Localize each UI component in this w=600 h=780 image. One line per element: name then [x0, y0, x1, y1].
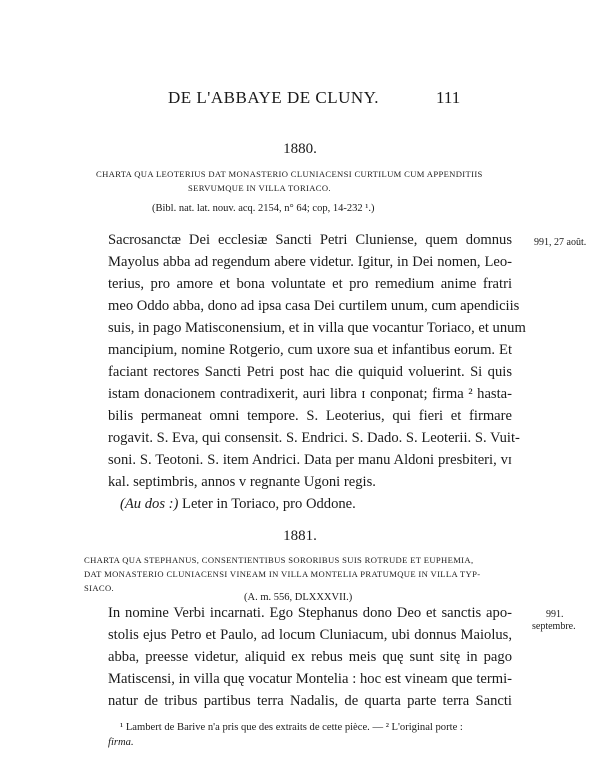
charter-text-line: bilis permaneat omni tempore. S. Leoterius, qui fieri et firmare — [108, 408, 512, 424]
charter-text-line: terius, pro amore et bona voluntate et pro remedium anime fratri — [108, 276, 512, 292]
charter-source: (Bibl. nat. lat. nouv. acq. 2154, n° 64; cop, 14-232 ¹.) — [152, 203, 375, 214]
dorse-line — [120, 493, 512, 515]
charter-text-line: Matiscensi, in villa quę vocatur Montelia : hoc est vineam que termi- — [108, 671, 512, 687]
margin-date-note: 991. — [546, 609, 564, 620]
charter-text-line: stolis ejus Petro et Paulo, ad locum Cluniacum, ubi donnus Maiolus, — [108, 627, 512, 643]
charter-title-line: SIACO. — [84, 583, 115, 593]
charter-text-line: istam donacionem contradixerit, auri libra ɪ conponat; firma ² hasta- — [108, 386, 512, 402]
charter-text-line: rogavit. S. Eva, qui consensit. S. Endrici. S. Dado. S. Leoterii. S. Vuit- — [108, 430, 520, 446]
charter-text-line: faciant rectores Sancti Petri post hac die quiquid voluerint. Si quis — [108, 364, 512, 380]
charter-text-line: abba, preesse videtur, aliquid ex rebus meis quę sunt sitę in pago — [108, 649, 512, 665]
charter-text-line: meo Oddo abba, dono ad ipsa casa Dei curtilem unum, cum apendiciis — [108, 298, 520, 314]
charter-title-line: CHARTA QUA LEOTERIUS DAT MONASTERIO CLUNIACENSI CURTILUM CUM APPENDITIIS — [96, 169, 483, 179]
charter-title-line: CHARTA QUA STEPHANUS, CONSENTIENTIBUS SORORIBUS SUIS ROTRUDE ET EUPHEMIA, — [84, 555, 474, 565]
charter-number: 1881. — [283, 528, 317, 544]
charter-title-line: SERVUMQUE IN VILLA TORIACO. — [188, 183, 331, 193]
running-head-title: DE L'ABBAYE DE CLUNY. — [168, 88, 379, 107]
margin-date-note: 991, 27 août. — [534, 237, 587, 248]
charter-number: 1880. — [283, 141, 317, 157]
dorse-label: (Au dos :) — [120, 496, 179, 512]
charter-text-line: natur de tribus partibus terra Nadalis, de quarta parte terra Sancti — [108, 693, 512, 709]
charter-text-line: suis, in pago Matisconensium, et in villa que vocantur Toriaco, et unum — [108, 320, 526, 336]
footnote-line: firma. — [108, 737, 134, 748]
charter-text-line: kal. septimbris, annos ᴠ regnante Ugoni regis. — [108, 474, 376, 490]
charter-text-line: In nomine Verbi incarnati. Ego Stephanus dono Deo et sanctis apo- — [108, 605, 512, 621]
charter-text-line: Sacrosanctæ Dei ecclesiæ Sancti Petri Cluniense, quem domnus — [108, 232, 512, 248]
charter-text-line: soni. S. Teotoni. S. item Andrici. Data per manu Aldoni presbiteri, ᴠɪ — [108, 452, 512, 468]
charter-title-line: DAT MONASTERIO CLUNIACENSI VINEAM IN VILLA MONTELIA PRATUMQUE IN VILLA TYP- — [84, 569, 481, 579]
margin-date-note: septembre. — [532, 621, 576, 632]
charter-text-line: Mayolus abba ad regendum abere videtur. Igitur, in Dei nomen, Leo- — [108, 254, 512, 270]
charter-source: (A. m. 556, DLXXXVII.) — [244, 592, 353, 603]
footnote-line: ¹ Lambert de Barive n'a pris que des extraits de cette pièce. — ² L'original porte : — [120, 722, 463, 733]
page-number: 111 — [436, 88, 461, 107]
charter-text-line: mancipium, nomine Rotgerio, cum uxore sua et infantibus eorum. Et — [108, 342, 512, 358]
dorse-text: Leter in Toriaco, pro Oddone. — [178, 496, 356, 512]
